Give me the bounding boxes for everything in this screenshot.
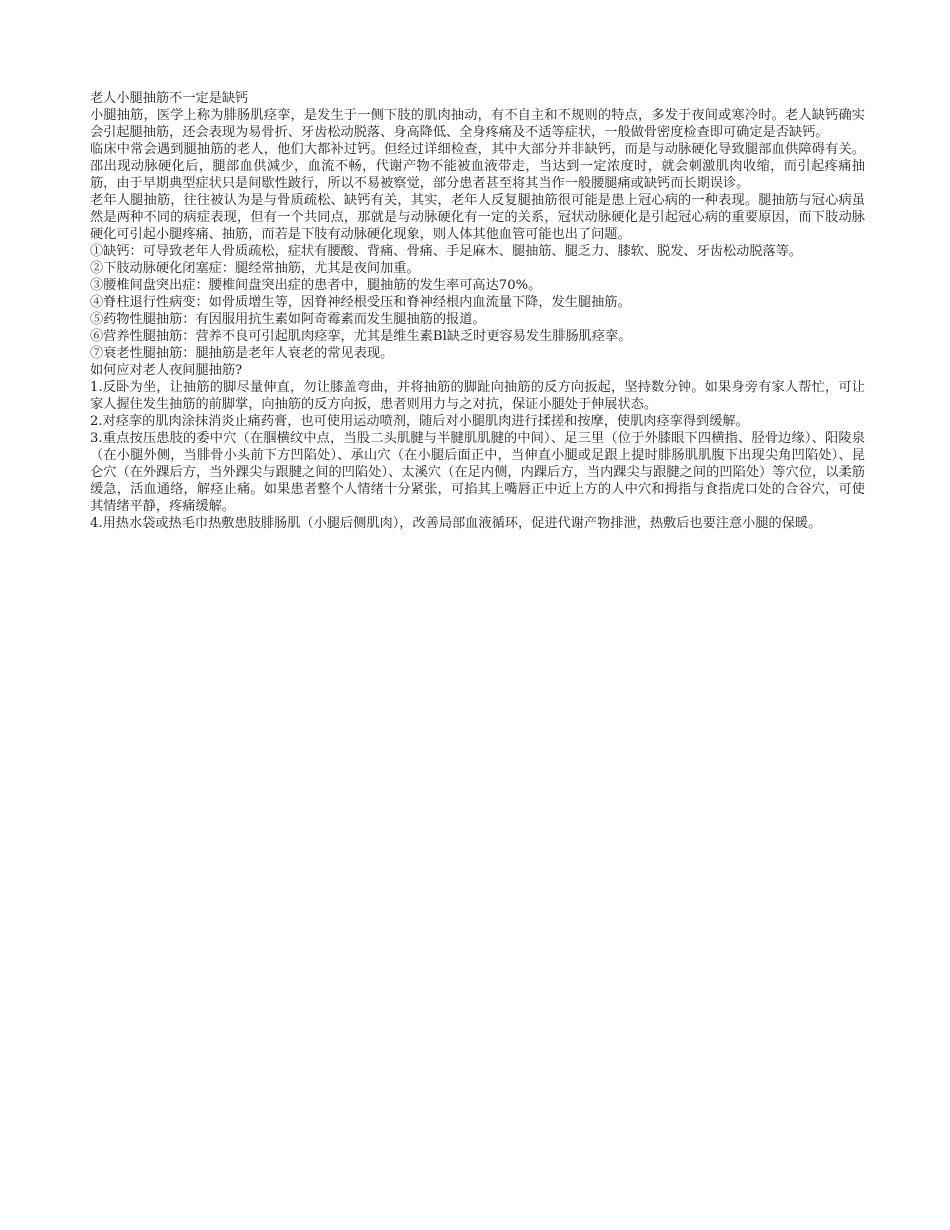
list-item: 4.用热水袋或热毛巾热敷患肢腓肠肌（小腿后侧肌肉），改善局部血液循环，促进代谢产物排泄，热敷后也要注意小腿的保暖。 [90, 516, 822, 531]
list-item: ⑥营养性腿抽筋：营养不良可引起肌肉痉挛，尤其是维生素Bl缺乏时更容易发生腓肠肌痉挛。 [90, 329, 632, 344]
paragraph: 临床中常会遇到腿抽筋的老人，他们大都补过钙。但经过详细检查，其中大部分并非缺钙，而是与动脉硬化导致腿部血供障碍有关。邵出现动脉硬化后，腿部血供減少，血流不畅，代谢产物不能被血液带走，当达到一定浓度时，就会刺激肌肉收缩，而引起疼痛抽筋，由于早期典型症状只是间歇性跛行，所以不易被察觉，部分患者甚至将其当作一般腰腿痛或缺钙而长期误诊。 [90, 142, 865, 191]
document-title: 老人小腿抽筋不一定是缺钙 [90, 91, 249, 106]
paragraph: 老年人腿抽筋，往往被认为是与骨质疏松、缺钙有关，其实，老年人反复腿抽筋很可能是患上冠心病的一种表现。腿抽筋与冠心病虽然是两种不同的病症表现，但有一个共同点，那就是与动脉硬化有一定的关系，冠状动脉硬化是引起冠心病的重要原因，而下肢动脉硬化可引起小腿疼痛、抽筋，而若是下肢有动脉硬化现象，则人体其他血管可能也出了问题。 [90, 193, 865, 242]
list-item: ⑤药物性腿抽筋：有因服用抗生素如阿奇霉素而发生腿抽筋的报道。 [90, 312, 486, 327]
list-item: 2.对痉挛的肌肉涂抹消炎止痛药膏，也可使用运动喷剂，随后对小腿肌肉进行揉搓和按摩，使肌肉痉挛得到缓解。 [90, 414, 749, 429]
list-item: 3.重点按压患肢的委中穴（在腘横纹中点，当股二头肌腱与半腱肌肌腱的中间）、足三里（位于外膝眼下四横指、胫骨边缘）、阳陵泉（在小腿外侧，当腓骨小头前下方凹陷处）、承山穴（在小腿后面正中，当伸直小腿或足跟上提时腓肠肌肌腹下出现尖角凹陷处）、昆仑穴（在外踝后方，当外踝尖与跟腱之间的凹陷处）、太溪穴（在足内侧，内踝后方，当内踝尖与跟腱之间的凹陷处）等穴位，以柔筋缓急，活血通络，解痉止痛。如果患者整个人情绪十分紧张，可掐其上嘴唇正中近上方的人中穴和拇指与食指虎口处的合谷穴，可使其情绪平静，疼痛缓解。 [90, 431, 865, 514]
list-item: ④脊柱退行性病变：如骨质增生等，因脊神经根受压和脊神经根内血流量下降，发生腿抽筋。 [90, 295, 631, 310]
section-heading: 如何应对老人夜间腿抽筋? [90, 363, 243, 378]
list-item: ①缺钙：可导致老年人骨质疏松，症状有腰酸、背痛、骨痛、手足麻木、腿抽筋、腿乏力、膝软、脱发、牙齿松动脱落等。 [90, 244, 803, 259]
list-item: ③腰椎间盘突出症：腰椎间盘突出症的患者中，腿抽筋的发生率可高达70%。 [90, 278, 542, 293]
list-item: ②下肢动脉硬化闭塞症：腿经常抽筋，尤其是夜间加重。 [90, 261, 420, 276]
list-item: 1.反卧为坐，让抽筋的脚尽量伸直，勿让膝盖弯曲，并将抽筋的脚趾向抽筋的反方向扳起，坚持数分钟。如果身旁有家人帮忙，可让家人握住发生抽筋的前脚掌，向抽筋的反方向扳，患者则用力与之对抗，保证小腿处于伸展状态。 [90, 380, 865, 412]
list-item: ⑦衰老性腿抽筋：腿抽筋是老年人衰老的常见表现。 [90, 346, 394, 361]
paragraph: 小腿抽筋，医学上称为腓肠肌痉挛，是发生于一侧下肢的肌肉抽动，有不自主和不规则的特点，多发于夜间或寒冷时。老人缺钙确实会引起腿抽筋，还会表现为易骨折、牙齿松动脱落、身高降低、全身疼痛及不适等症状，一般做骨密度检查即可确定是否缺钙。 [90, 108, 865, 140]
document-body [90, 90, 865, 532]
